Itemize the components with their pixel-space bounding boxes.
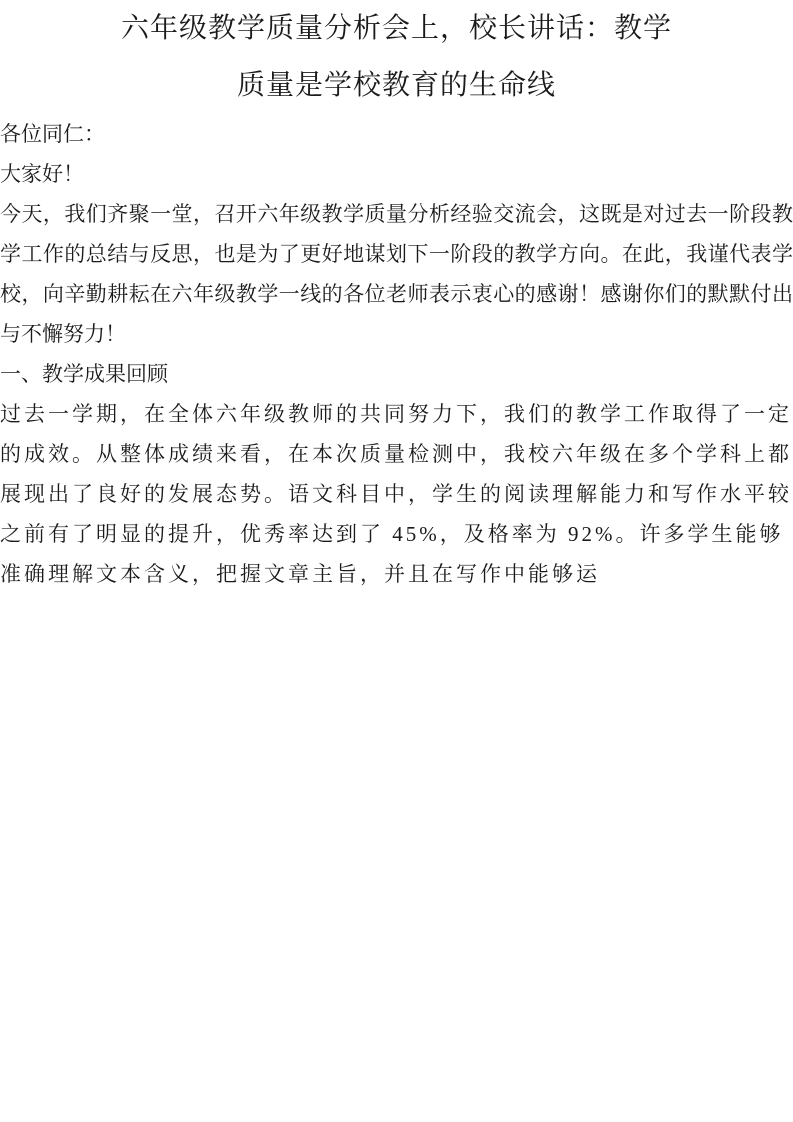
- paragraph-achievements: 过去一学期，在全体六年级教师的共同努力下，我们的教学工作取得了一定的成效。从整体成绩来看，在本次质量检测中，我校六年级在多个学科上都展现出了良好的发展态势。语文科目中，学生的阅读理解能力和写作水平较之前有了明显的提升，优秀率达到了 45%，及格率为 92%。许多学生能够准确理解文本含义，把握文章主旨，并且在写作中能够运: [0, 402, 792, 586]
- section-heading-achievements: 一、教学成果回顾: [0, 362, 168, 386]
- salutation: 各位同仁：: [0, 122, 105, 146]
- doc-title-line-1: 六年级教学质量分析会上，校长讲话：教学: [120, 13, 672, 44]
- doc-title-line-2: 质量是学校教育的生命线: [236, 70, 556, 101]
- greeting: 大家好！: [0, 162, 84, 186]
- paragraph-opening: 今天，我们齐聚一堂，召开六年级教学质量分析经验交流会，这既是对过去一阶段教学工作的总结与反思，也是为了更好地谋划下一阶段的教学方向。在此，我谨代表学校，向辛勤耕耘在六年级教学一线的各位老师表示衷心的感谢！感谢你们的默默付出与不懈努力！: [0, 202, 793, 346]
- doc-title: [0, 0, 793, 114]
